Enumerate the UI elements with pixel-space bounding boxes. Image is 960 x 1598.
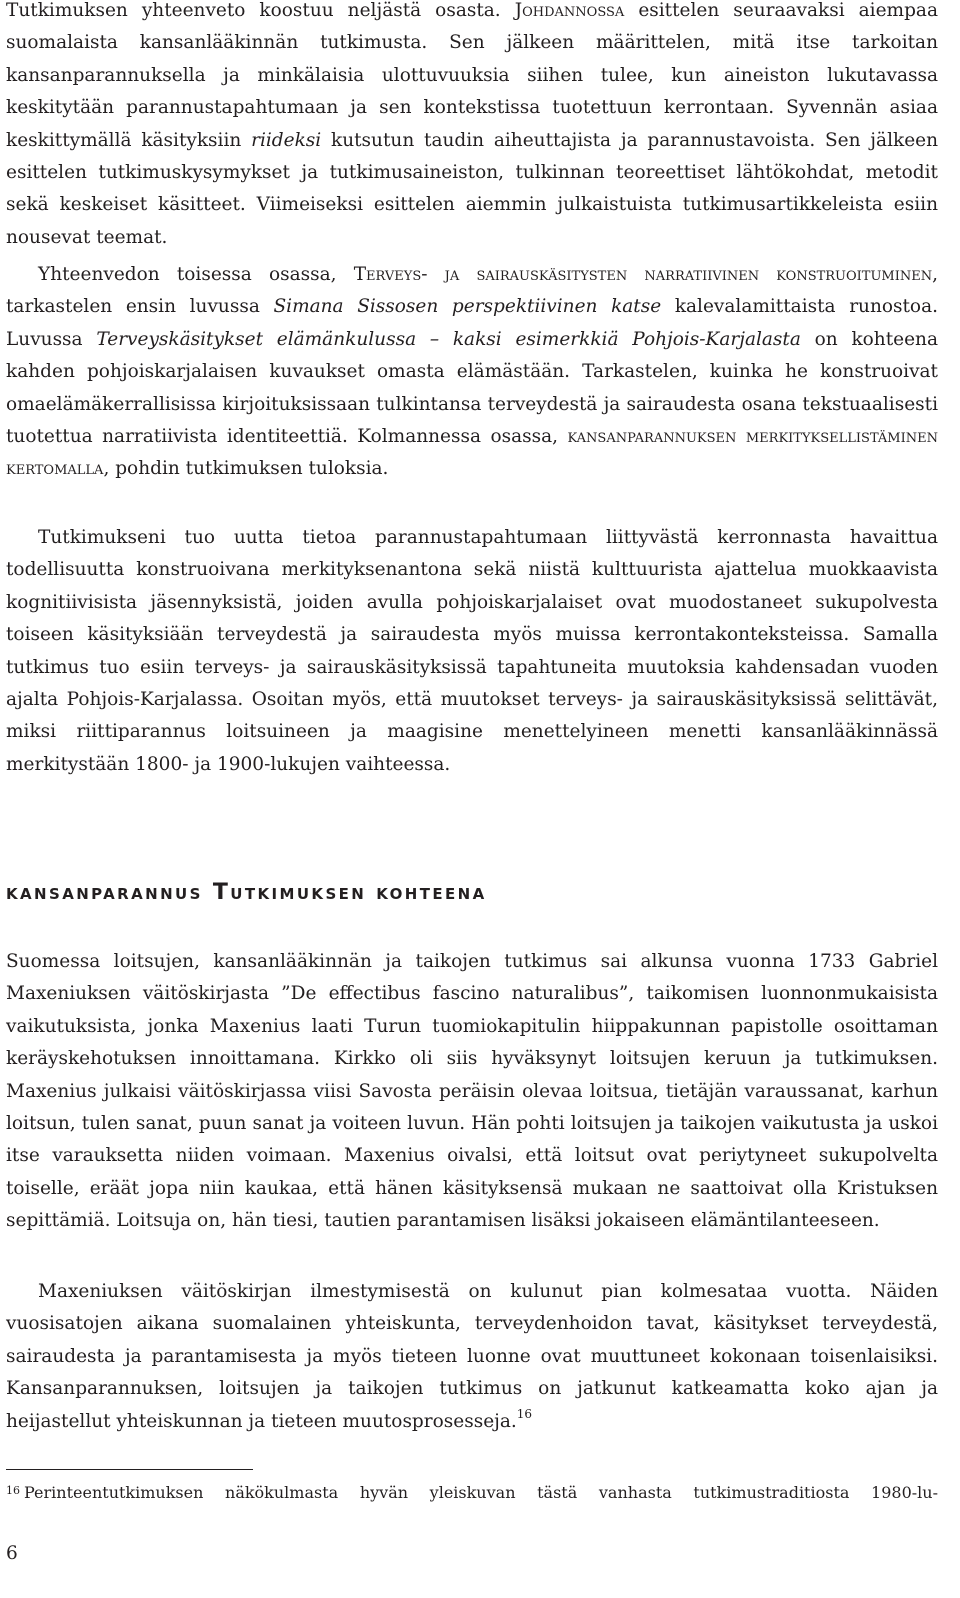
- text: Yhteenvedon toisessa osassa,: [38, 264, 337, 285]
- text: esittelen seuraavaksi aiempaa suomalaista kansanlääkinnän tutkimusta. Sen jälkeen määrittelen, mitä itse tarkoitan kansanparannuksella ja minkälaisia ulottuvuuksia siihen tulee, kun aineiston lukutavassa keskitytään parannustapahtumaan ja sen kontekstissa tuotettuun kerrontaan. Syvennän asiaa keskittymällä käsityksiin: [6, 0, 938, 151]
- paragraph-second-part: [6, 259, 938, 486]
- footnote-divider: [6, 1469, 253, 1470]
- text: kutsutun taudin aiheuttajista ja parannustavoista. Sen jälkeen esittelen tutkimuskysymykset ja tutkimusaineiston, tulkinnan teoreettiset lähtökohdat, metodit sekä keskeiset käsitteet. Viimeiseksi esittelen aiemmin julkaistuista tutkimusartikkeleista esiin nousevat teemat.: [6, 129, 939, 248]
- footnote: [6, 1478, 938, 1506]
- paragraph-maxenius: Suomessa loitsujen, kansanlääkinnän ja taikojen tutkimus sai alkunsa vuonna 1733 Gabriel Maxeniuksen väitöskirjasta ”De effectibus fascino naturalibus”, taikomisen luonnonmukaisista vaikutuksista, jonka Maxenius laati Turun tuomiokapitulin hiippakunnan papistolle osoittaman keräyskehotuksen innoittamana. Kirkko oli siis hyväksynyt loitsujen keruun ja tutkimuksen. Maxenius julkaisi väitöskirjassa viisi Savosta peräisin olevaa loitsua, tietäjän varaussanat, karhun loitsun, tulen sanat, puun sanat ja voiteen luvun. Hän pohti loitsujen ja taikojen vaikutusta ja uskoi itse varauksetta niiden voimaan. Maxenius oivalsi, että loitsut ovat periytyneet sukupolvelta toiselle, eräät jopa niin kaukaa, että hänen käsityksensä mukaan ne saattoivat olla Kristuksen sepittämiä. Loitsuja on, hän tiesi, tautien parantamisen lisäksi jokaiseen elämäntilanteeseen.: [6, 951, 938, 1232]
- paragraph-three-centuries: [6, 1276, 938, 1438]
- text: kalevalamittaista runostoa. Luvussa: [6, 296, 938, 350]
- small-caps-term: Johdannossa: [514, 0, 625, 21]
- text: Maxeniuksen väitöskirjan ilmestymisestä on kulunut pian kolmesataa vuotta. Näiden vuosisatojen aikana suomalainen yhteiskunta, terveydenhoidon tavat, käsitykset terveydestä, sairaudesta ja parantamisesta ja myös tieteen luonne ovat muuttuneet kokonaan toisenlaisiksi. Kansanparannuksen, loitsujen ja taikojen tutkimus on jatkunut katkeamatta koko ajan ja heijastellut yhteiskunnan ja tieteen muutosprosesseja.: [6, 1281, 938, 1432]
- footnote-number: 16: [6, 1484, 20, 1497]
- text: Tutkimuksen yhteenveto koostuu neljästä osasta.: [6, 0, 501, 21]
- text: tarkastelen ensin luvussa: [6, 296, 260, 318]
- paragraph-overview: [6, 0, 938, 254]
- footnote-reference: 16: [516, 1406, 533, 1421]
- section-heading: kansanparannus Tutkimuksen kohteena: [6, 880, 487, 905]
- footnote-text: Perinteentutkimuksen näkökulmasta hyvän yleiskuvan tästä vanhasta tutkimustraditiosta 1980-lu-: [24, 1483, 938, 1502]
- small-caps-term: Terveys- ja sairauskäsitysten narratiivinen konstruoituminen,: [353, 264, 938, 285]
- italic-term: riideksi: [251, 129, 322, 151]
- page-number: 6: [6, 1543, 18, 1564]
- italic-title: Terveyskäsitykset elämänkulussa – kaksi esimerkkiä Pohjois-Karjalasta: [96, 328, 801, 350]
- text: on kohteena kahden pohjoiskarjalaisen kuvaukset omasta elämästään. Tarkastelen, kuinka he konstruoivat omaelämäkerrallisissa kirjoituksissaan tulkintansa terveydestä ja sairaudesta osana tekstuaalisesti tuotettua narratiivista identiteettiä. Kolmannessa osassa,: [6, 328, 938, 448]
- paragraph-contribution: Tutkimukseni tuo uutta tietoa parannustapahtumaan liittyvästä kerronnasta havaittua todellisuutta konstruoivana merkityksenantona sekä niistä kulttuurista ajattelua muokkaavista kognitiivisista jäsennyksistä, joiden avulla pohjoiskarjalaiset ovat muodostaneet sukupolvesta toiseen käsityksiään terveydestä ja sairaudesta myös muissa kerrontakonteksteissa. Samalla tutkimus tuo esiin terveys- ja sairauskäsityksissä tapahtuneita muutoksia kahdensadan vuoden ajalta Pohjois-Karjalassa. Osoitan myös, että muutokset terveys- ja sairauskäsityksissä selittävät, miksi riittiparannus loitsuineen ja maagisine menettelyineen menetti kansanlääkinnässä merkitystään 1800- ja 1900-lukujen vaihteessa.: [6, 527, 938, 775]
- text: pohdin tutkimuksen tuloksia.: [115, 458, 389, 480]
- small-caps-term: kansanparannuksen merkityksellistäminen kertomalla,: [6, 426, 938, 480]
- italic-title: Simana Sissosen perspektiivinen katse: [273, 296, 662, 318]
